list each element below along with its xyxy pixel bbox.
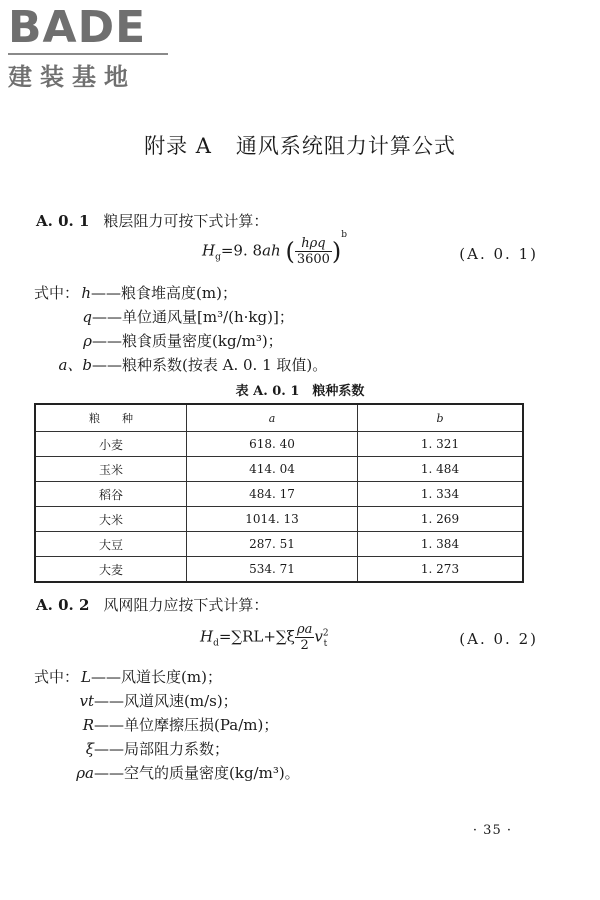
right-paren: ) bbox=[331, 237, 342, 266]
bade-logo bbox=[8, 2, 178, 92]
formula-lhs-sub: g bbox=[215, 252, 221, 263]
page-number: · 35 · bbox=[472, 823, 512, 838]
formula-number-a02: (A. 0. 2) bbox=[459, 630, 538, 648]
definition-line bbox=[34, 714, 278, 735]
formula-velocity-sup: 2 bbox=[322, 628, 329, 639]
where-label: 式中： bbox=[34, 284, 80, 302]
def-text: ——单位通风量[m³/(h·kg)]； bbox=[92, 308, 294, 326]
grain-cell: 玉米 bbox=[35, 457, 187, 482]
table-row bbox=[35, 532, 523, 557]
definition-line bbox=[34, 354, 327, 375]
appendix-heading: 通风系统阻力计算公式 bbox=[235, 134, 456, 158]
formula-velocity: v bbox=[314, 627, 323, 646]
def-symbol: ρ bbox=[83, 332, 92, 350]
a-cell: 287. 51 bbox=[187, 532, 358, 557]
column-header: 粮 种 bbox=[35, 404, 187, 432]
def-symbol: q bbox=[82, 308, 92, 326]
table-row bbox=[35, 507, 523, 532]
fraction-numerator: ρa bbox=[296, 622, 313, 637]
a-cell: 534. 71 bbox=[187, 557, 358, 583]
definition-line bbox=[34, 690, 238, 711]
where-line bbox=[34, 282, 237, 303]
definition-line bbox=[34, 306, 294, 327]
formula-exponent: b bbox=[341, 230, 348, 240]
a-cell: 1014. 13 bbox=[187, 507, 358, 532]
table-row bbox=[35, 432, 523, 457]
fraction-denominator: 3600 bbox=[296, 252, 330, 267]
table-header-row bbox=[35, 404, 523, 432]
table-row bbox=[35, 557, 523, 583]
b-cell: 1. 321 bbox=[358, 432, 524, 457]
column-header: a bbox=[187, 404, 358, 432]
grain-cell: 小麦 bbox=[35, 432, 187, 457]
table-row bbox=[35, 482, 523, 507]
section-text: 粮层阻力可按下式计算： bbox=[103, 212, 269, 230]
a-cell: 484. 17 bbox=[187, 482, 358, 507]
left-paren: ( bbox=[285, 237, 295, 266]
grain-cell: 大米 bbox=[35, 507, 187, 532]
where-label: 式中： bbox=[34, 668, 80, 686]
def-text: ——粮种系数(按表 A. 0. 1 取值)。 bbox=[92, 356, 328, 374]
def-symbol: vt bbox=[79, 692, 94, 710]
fraction-denominator: 2 bbox=[300, 638, 309, 653]
section-number: A. 0. 1 bbox=[36, 212, 90, 230]
def-symbol: h bbox=[81, 284, 92, 302]
logo-wordmark: BADE bbox=[8, 2, 147, 53]
section-a02-heading bbox=[36, 594, 268, 615]
section-number: A. 0. 2 bbox=[36, 596, 90, 614]
def-symbol: R bbox=[82, 716, 94, 734]
b-cell: 1. 269 bbox=[358, 507, 524, 532]
def-text: ——局部阻力系数； bbox=[94, 740, 230, 758]
def-symbol: L bbox=[81, 668, 92, 686]
formula-coefficient: =9. 8 bbox=[220, 241, 263, 260]
appendix-title bbox=[0, 130, 600, 160]
def-text: ——风道风速(m/s)； bbox=[94, 692, 238, 710]
fraction-numerator: hρq bbox=[295, 236, 332, 252]
table-caption: 表 A. 0. 1 粮种系数 bbox=[235, 384, 365, 399]
formula-lhs: H bbox=[200, 627, 214, 646]
grain-coefficient-table bbox=[34, 403, 524, 583]
logo-divider bbox=[8, 53, 168, 55]
formula-fraction bbox=[295, 622, 314, 653]
grain-cell: 大豆 bbox=[35, 532, 187, 557]
def-text: ——粮食堆高度(m)； bbox=[91, 284, 237, 302]
definition-line bbox=[34, 738, 229, 759]
formula-velocity-sub: t bbox=[323, 638, 328, 649]
b-cell: 1. 484 bbox=[358, 457, 524, 482]
table-row bbox=[35, 457, 523, 482]
where-line bbox=[34, 666, 222, 687]
def-text: ——风道长度(m)； bbox=[91, 668, 222, 686]
a-cell: 618. 40 bbox=[187, 432, 358, 457]
definition-line bbox=[34, 762, 300, 783]
b-cell: 1. 273 bbox=[358, 557, 524, 583]
def-symbol: a、b bbox=[58, 356, 92, 374]
grain-cell: 大麦 bbox=[35, 557, 187, 583]
def-symbol: ξ bbox=[85, 740, 94, 758]
definition-line bbox=[34, 330, 283, 351]
formula-vars: ah bbox=[262, 241, 281, 260]
section-text: 风网阻力应按下式计算： bbox=[103, 596, 269, 614]
b-cell: 1. 384 bbox=[358, 532, 524, 557]
column-header: b bbox=[358, 404, 524, 432]
formula-a02 bbox=[200, 622, 327, 653]
grain-cell: 稻谷 bbox=[35, 482, 187, 507]
def-text: ——单位摩擦压损(Pa/m)； bbox=[94, 716, 279, 734]
formula-lhs: H bbox=[202, 241, 216, 260]
b-cell: 1. 334 bbox=[358, 482, 524, 507]
appendix-label: 附录 A bbox=[144, 134, 212, 158]
formula-a01 bbox=[202, 230, 348, 267]
formula-number-a01: (A. 0. 1) bbox=[459, 245, 538, 263]
section-a01-heading bbox=[36, 210, 268, 231]
formula-body: =∑RL+∑ξ bbox=[218, 627, 295, 646]
def-text: ——空气的质量密度(kg/m³)。 bbox=[94, 764, 300, 782]
a-cell: 414. 04 bbox=[187, 457, 358, 482]
formula-lhs-sub: d bbox=[213, 638, 219, 649]
formula-fraction bbox=[295, 236, 332, 267]
logo-chinese-name: 建装基地 bbox=[8, 63, 136, 91]
def-symbol: ρa bbox=[76, 764, 94, 782]
def-text: ——粮食质量密度(kg/m³)； bbox=[92, 332, 283, 350]
